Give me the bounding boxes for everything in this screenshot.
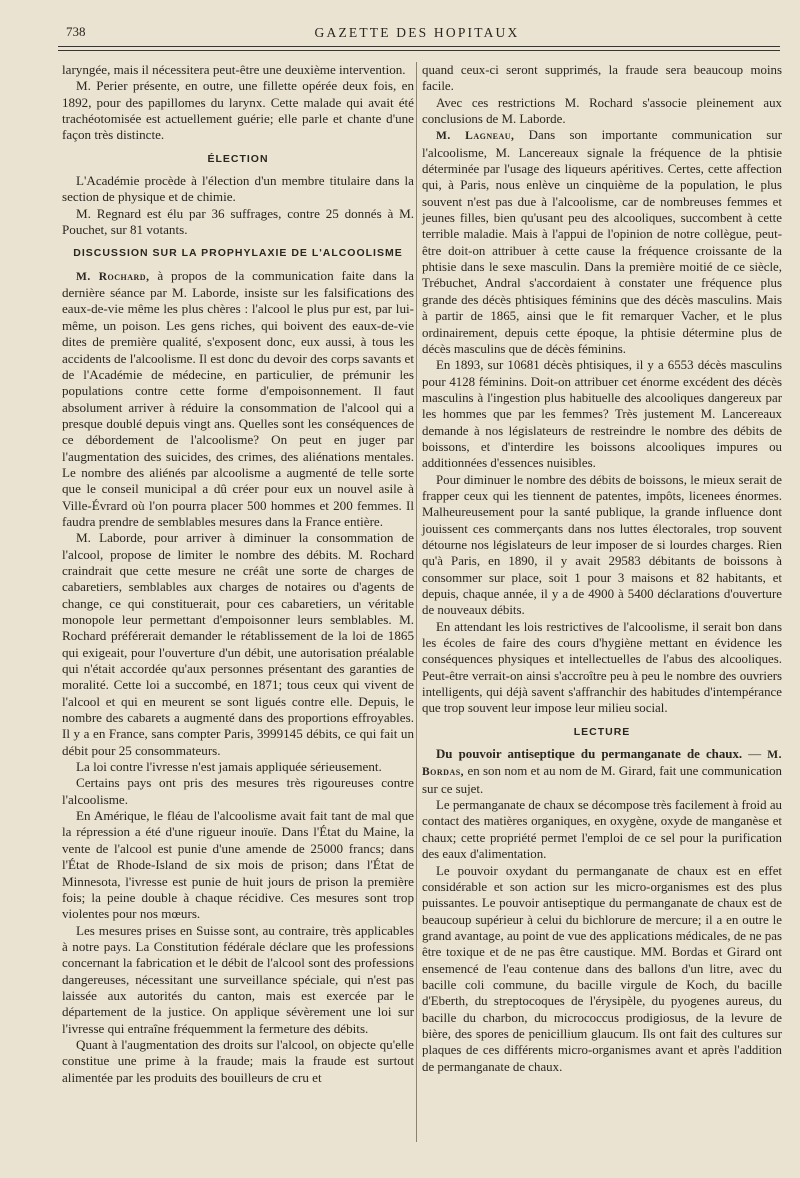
paragraph: L'Académie procède à l'élection d'un membre titulaire dans la section de physique et de chimie.	[62, 173, 414, 205]
paragraph: M. Perier présente, en outre, une fillette opérée deux fois, en 1892, pour des papillomes du larynx. Cette malade qui avait été trachéotomisée est actuellement guérie; elle parle et chante d'une façon très distincte.	[62, 78, 414, 143]
column-divider	[416, 62, 417, 1142]
section-heading-discussion: DISCUSSION SUR LA PROPHYLAXIE DE L'ALCOOLISME	[73, 247, 403, 260]
paragraph: laryngée, mais il nécessitera peut-être une deuxième intervention.	[62, 62, 406, 77]
page-header	[58, 18, 776, 46]
paragraph: M. Laborde, pour arriver à diminuer la consommation de l'alcool, propose de limiter le nombre des débits. M. Rochard craindrait que cette mesure ne créât une sorte de charges de cabaretiers, semblables aux charges de notaires ou d'agents de change, ce qui constituerait, pour ces cabaretiers, un véritable monopole leur permettant d'empoisonner leurs semblables. M. Rochard préférerait demander le rétablissement de la loi de 1865 qui exigeait, pour l'ouverture d'un débit, une autorisation préalable qui n'était accordée qu'aux personnes présentant des garanties de moralité. Cette loi a succombé, en 1871; tous ceux qui vivent de l'alcool et qui en meurent se sont ligués contre elle. Depuis, le nombre des cabarets a augmenté dans des proportions effroyables. Il y a en France, sans compter Paris, 3999145 débits, ce qui fait un débit pour 25 consommateurs.	[62, 530, 414, 758]
paragraph: Certains pays ont pris des mesures très rigoureuses contre l'alcoolisme.	[62, 775, 414, 807]
header-rule-thin	[58, 50, 780, 51]
paragraph	[62, 268, 414, 531]
paragraph: En attendant les lois restrictives de l'alcoolisme, il serait bon dans les écoles de faire des cours d'hygiène mettant en évidence les conséquences physiques et intellectuelles de l'abus des alcooliques. Peut-être verrait-on ainsi s'accroître peu à peu le nombre des ouvriers intelligents, qui déjà savent s'affranchir des habitudes d'intempérance que trop souvent leur impose leur milieu social.	[422, 619, 782, 716]
right-column	[422, 62, 782, 1075]
paragraph-text: à propos de la communication faite dans la dernière séance par M. Laborde, insiste sur les falsifications des eaux-de-vie même les plus chères : l'alcool le plus pur est, par lui-même, un poison. Les gens riches, qui boivent des eaux-de-vie dites de première qualité, s'exposent donc, eux aussi, à tous les accidents de l'alcoolisme. Il est donc du devoir des corps savants et de l'Académie de médecine, en particulier, de prémunir les populations contre cette forme d'empoisonnement. Il faut absolument arriver à réduire la consommation de l'alcool qui a presque doublé depuis vingt ans. Quelles sont les conséquences de ce débordement de l'alcoolisme? On peut en juger par l'augmentation des suicides, des crimes, des aliénations mentales. Le nombre des aliénés par alcoolisme a augmenté de telle sorte que le conseil municipal a dû créer pour eux un nouvel asile à Ville-Évrard où l'on pourra placer 500 hommes et 200 femmes. Il faudra prendre de semblables mesures dans la France entière.	[62, 267, 414, 529]
header-rule	[58, 46, 780, 47]
journal-title: GAZETTE DES HOPITAUX	[314, 25, 520, 40]
paragraph: Le permanganate de chaux se décompose très facilement à froid au contact des matières organiques, en oxygène, oxyde de manganèse et chaux; cette propriété permet l'emploi de ce sel pour la purification des eaux d'alimentation.	[422, 798, 782, 862]
section-heading-lecture: LECTURE	[573, 725, 631, 738]
paragraph: M. Regnard est élu par 36 suffrages, contre 25 donnés à M. Pouchet, sur 81 votants.	[62, 205, 414, 238]
paragraph: La loi contre l'ivresse n'est jamais appliquée sérieusement.	[76, 759, 382, 775]
paragraph-text: Dans son importante communication sur l'alcoolisme, M. Lancereaux signale la fréquence de la phtisie déterminée par l'usage des liqueurs apéritives. Certes, cette affection qui, à Paris, nous enlève un cinquième de la population, le plus souvent n'est pas due à l'alcoolisme, car de nombreuses femmes et jeunes filles, bien qu'usant peu des alcooliques, succombent à cette terrible maladie. Mais à l'appui de l'opinion de notre collègue, peut-être doit-on attribuer à cette cause la fréquence croissante de la phtisie dans le sexe masculin. Dans la première moitié de ce siècle, Trébuchet, Andral s'accordaient à constater une fréquence plus grande des décès phtisiques féminins que des décès masculins. Mais à partir de 1865, ainsi que le fit remarquer Vacher, et le plus ordinairement, depuis cette époque, la phtisie détermine plus de décès masculins que de décès féminins.	[422, 128, 782, 356]
title-dash: —	[742, 747, 768, 762]
paragraph: Pour diminuer le nombre des débits de boissons, le mieux serait de frapper ceux qui les tiennent de patentes, impôts, licenees énormes. Malheureusement pour la santé publique, la grande influence dont jouissent ces commerçants dans nos luttes électorales, trop souvent détourne nos législateurs de leur imposer de si lourdes charges. Rien qu'à Paris, en 1890, il y avait 29583 débitants de boissons à consommer sur place, soit 1 pour 3 maisons et 82 habitants, et depuis, chaque année, il y a de 4900 à 5400 déclarations d'ouverture de nouveaux débits.	[422, 472, 782, 618]
paragraph: Quant à l'augmentation des droits sur l'alcool, on objecte qu'elle constitue une prime à la fraude; mais la fraude est surtout alimentée par les produits des bouilleurs de cru et	[62, 1036, 414, 1085]
paragraph: Les mesures prises en Suisse sont, au contraire, très applicables à notre pays. La Constitution fédérale déclare que les professions concernant la fabrication et le débit de l'alcool sont des professions dangereuses, nécessitant une surveillance spéciale, qui n'est pas laissée aux autorités du canton, mais est exercée par le département de la justice. On applique sévèrement une loi sur l'ivresse qui entraîne fréquemment la fermeture des débits.	[62, 922, 414, 1036]
left-column	[62, 62, 414, 1086]
paragraph	[422, 746, 782, 797]
paragraph: En 1893, sur 10681 décès phtisiques, il y a 6553 décès masculins pour 4128 féminins. Doit-on attribuer cet énorme excédent des décès masculins à l'ingestion plus habituelle des alcooliques dangereux par les hommes que par les femmes? Très justement M. Lancereaux demande à nos législateurs de restreindre le nombre des débits de boissons, et d'interdire les boissons alcooliques impures ou additionnées d'essences nuisibles.	[422, 358, 782, 471]
paragraph: Le pouvoir oxydant du permanganate de chaux est en effet considérable et son action sur les micro-organismes est des plus puissantes. Le pouvoir antiseptique du permanganate de chaux est de beaucoup supérieur à celui du bichlorure de mercure; il a en outre le grand avantage, au point de vue des applications médicales, de ne pas être toxique et de ne pas être caustique. MM. Bordas et Girard ont ensemencé de l'eau contenue dans des ballons d'un litre, avec du bacille coli commune, du bacille virgule de Koch, du bacille d'Eberth, du streptocoques de l'érysipèle, du pyogenes aureus, du bacille du charbon, du micrococcus prodigiosus, de la levure de bière, des spores de penicillium glaucum. Ils ont fait des cultures sur plaques de ces différents micro-organismes avant et après l'addition de permanganate de chaux.	[422, 863, 782, 1074]
page-number: 738	[66, 24, 86, 39]
speaker-name: M. Bordas,	[422, 749, 782, 779]
section-heading-election: ÉLECTION	[207, 152, 269, 165]
paragraph: Avec ces restrictions M. Rochard s'associe pleinement aux conclusions de M. Laborde.	[422, 95, 782, 127]
paragraph: quand ceux-ci seront supprimés, la fraude sera beaucoup moins facile.	[422, 63, 782, 94]
paragraph-text: en son nom et au nom de M. Girard, fait une communication sur ce sujet.	[422, 764, 782, 796]
speaker-name: M. Lagneau,	[436, 130, 515, 143]
paragraph: En Amérique, le fléau de l'alcoolisme avait fait tant de mal que la répression a été d'une rigueur inouïe. Dans l'État du Maine, la vente de l'alcool est punie d'une amende de 25000 francs; dans l'État de Rhode-Island de six mois de prison; dans l'État de Minnesota, l'ivresse est punie de huit jours de prison la première fois; la peine double à chaque récidive. Ces mesures sont trop violentes pour nos mœurs.	[62, 808, 414, 922]
paragraph	[422, 127, 782, 357]
speaker-name: M. Rochard,	[76, 270, 150, 283]
article-title: Du pouvoir antiseptique du permanganate de chaux.	[436, 747, 743, 762]
